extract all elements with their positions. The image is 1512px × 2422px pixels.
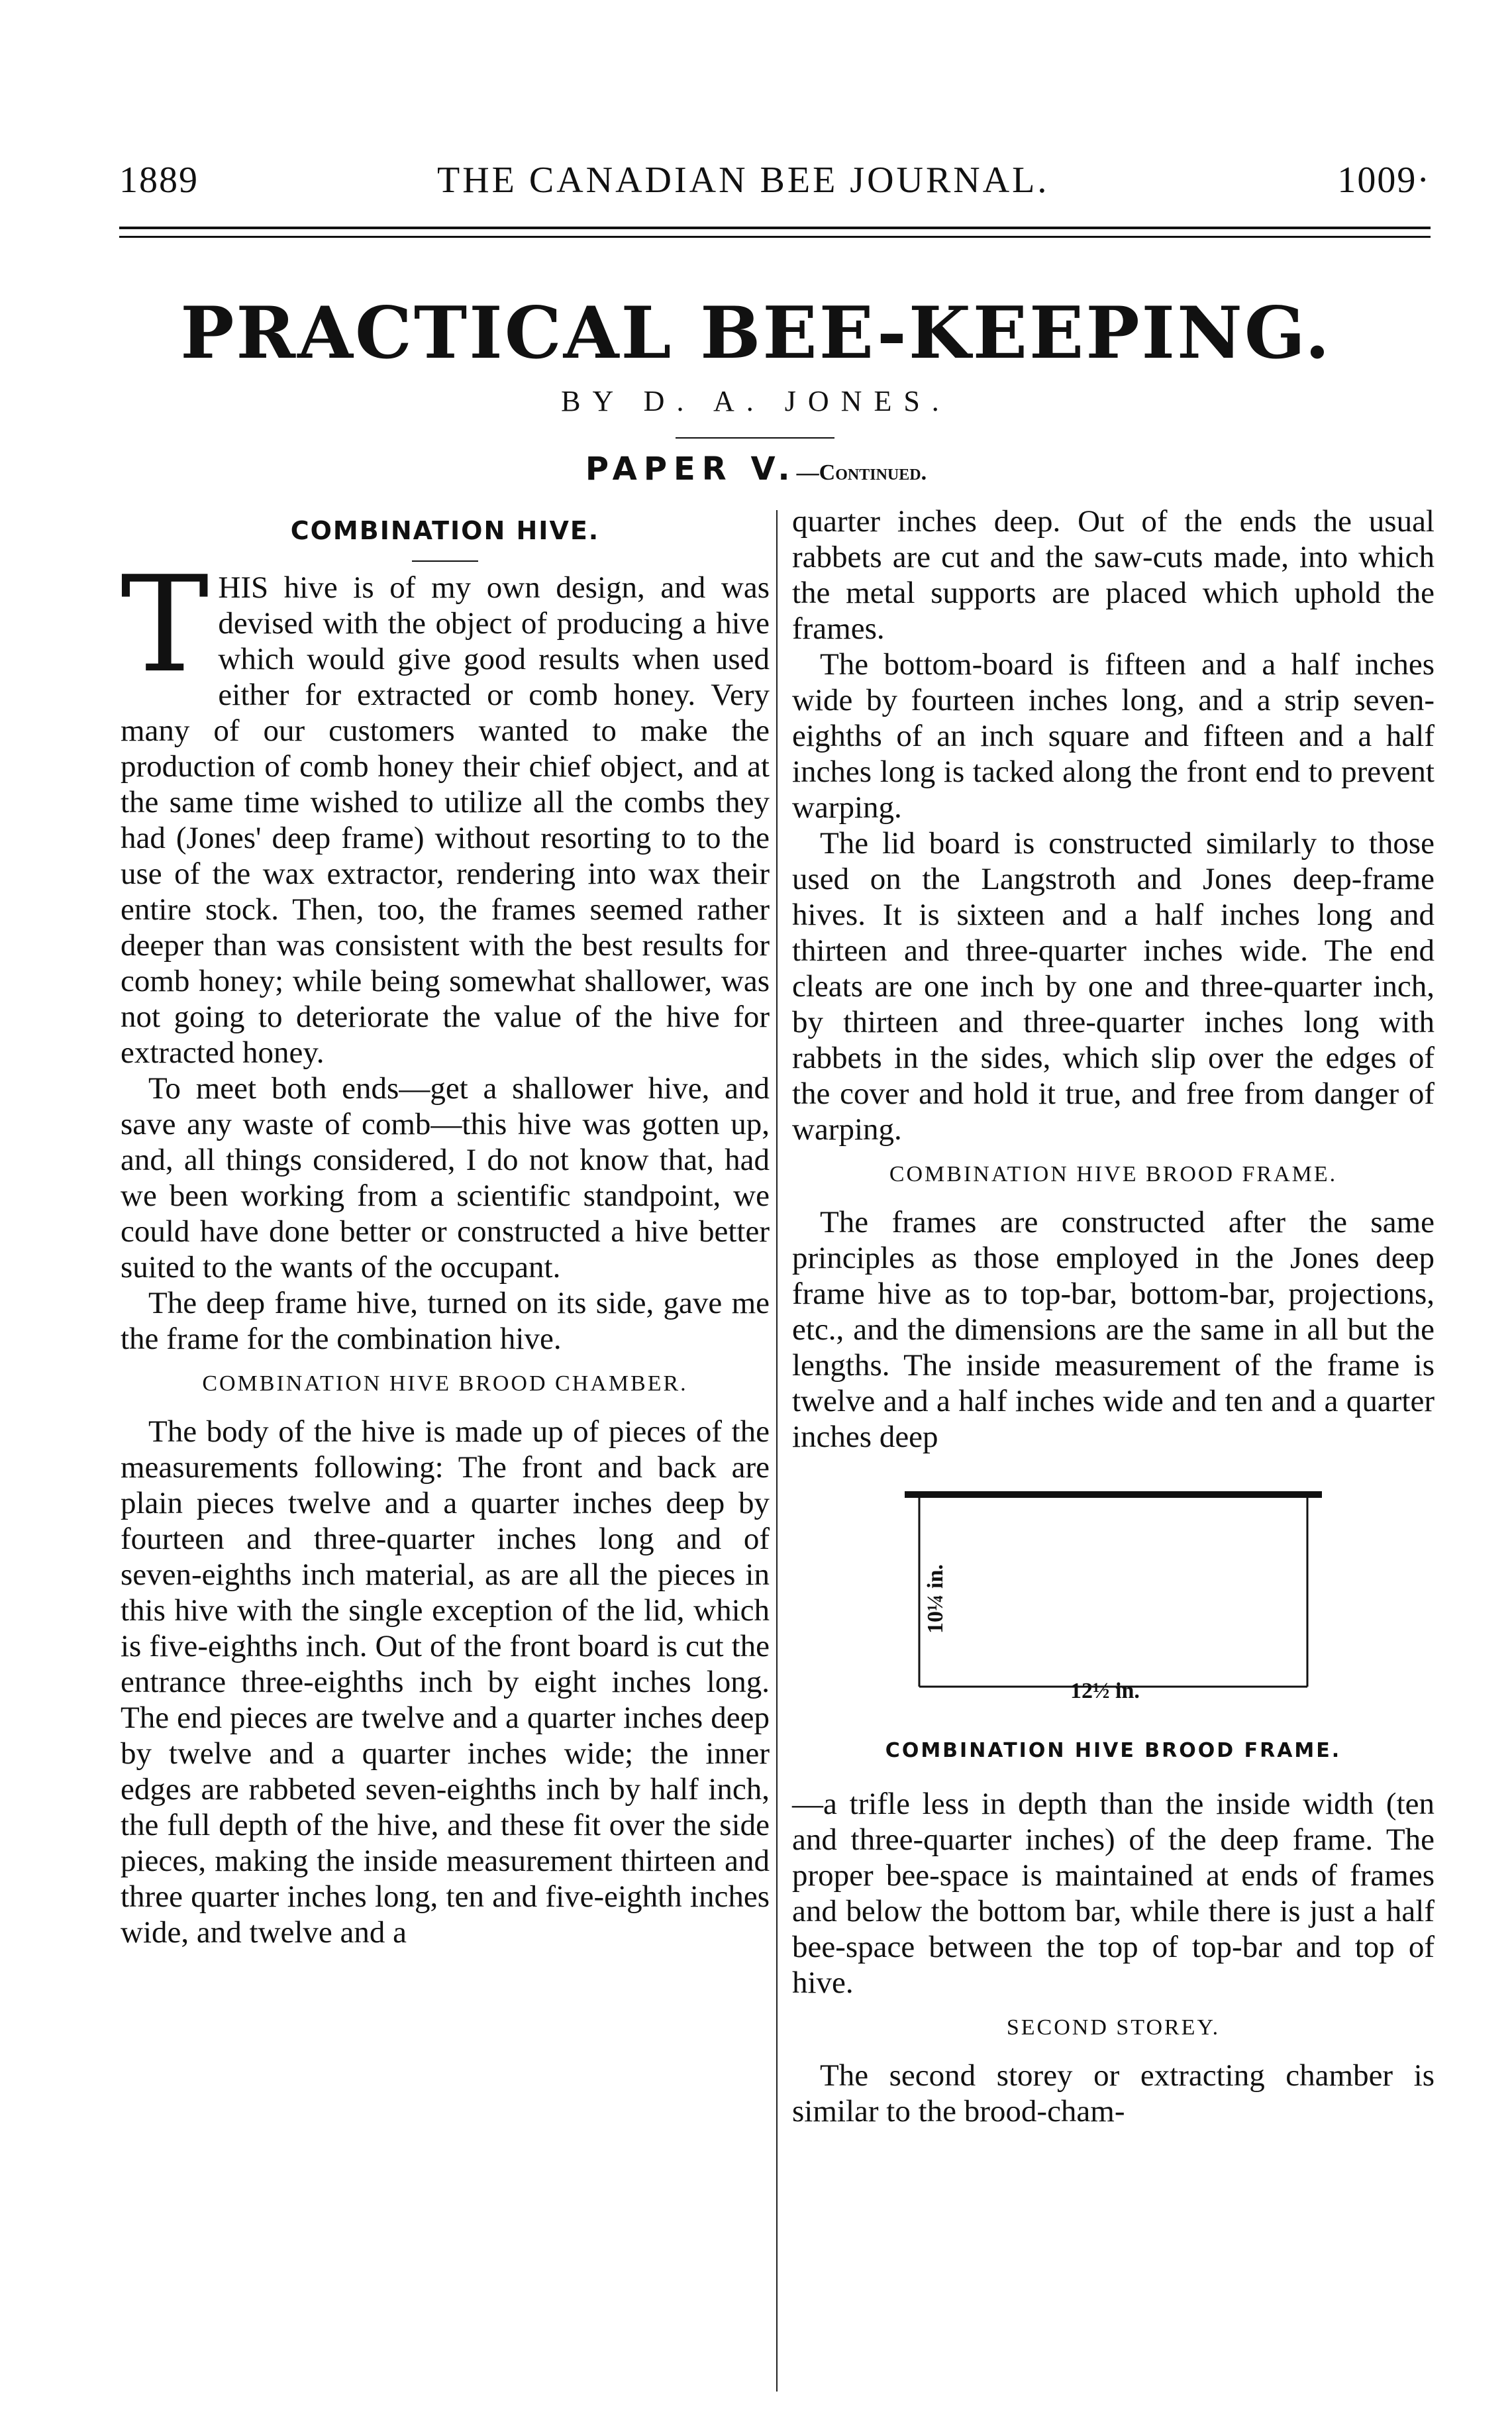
paragraph: The body of the hive is made up of pieces of the measurements following: The front and back are plain pieces twelve and a quarter inches deep by fourteen and three-quarter inches long and of seven-eighths inch material, as are all the pieces in this hive with the single exception of the lid, which is five-eighths inch. Out of the front board is cut the entrance three-eighths inch by eight inches long. The end pieces are twelve and a quarter inches deep by twelve and a quarter inches wide; the inner edges are rabbeted seven-eighths inch by half inch, the full depth of the hive, and these fit over the side pieces, making the inside measurement thirteen and three quarter inches long, ten and five-eighth inches wide, and twelve and a xyxy=(121,1414,770,1950)
paragraph: The lid board is constructed similarly to those used on the Langstroth and Jones deep-frame hives. It is sixteen and a half inches long and thirteen and three-quarter inches wide. The end cleats are one inch by one and three-quarter inch, by thirteen and three-quarter inches long with rabbets in the sides, which slip over the edges of the cover and hold it true, and free from danger of warping. xyxy=(792,826,1435,1147)
journal-title: THE CANADIAN BEE JOURNAL. xyxy=(437,160,1050,201)
paragraph: To meet both ends—get a shallower hive, and save any waste of comb—this hive was gotten up, and, all things considered, I do not know that, had we been working from a scientific standpoint, we could have done better or constructed a hive better suited to the wants of the occupant. xyxy=(121,1071,770,1285)
paper-line xyxy=(0,450,1512,488)
width-label: 12½ in. xyxy=(1070,1679,1140,1703)
heading-combination-hive: COMBINATION HIVE. xyxy=(290,516,600,545)
heading-second-storey: SECOND STOREY. xyxy=(1006,2015,1221,2040)
heading-brood-frame: COMBINATION HIVE BROOD FRAME. xyxy=(889,1162,1338,1186)
column-divider xyxy=(776,510,778,2392)
paragraph: The frames are constructed after the same principles as those employed in the Jones deep frame hive as to top-bar, bottom-bar, projections, etc., and the dimensions are the same in all but the lengths. The inside measurement of the frame is twelve and a half inches wide and ten and a quarter inches deep xyxy=(792,1205,1435,1454)
heading-rule xyxy=(412,560,478,562)
year: 1889 xyxy=(119,160,199,201)
article-title: PRACTICAL BEE-KEEPING. xyxy=(180,291,1332,375)
paragraph-text: HIS hive is of my own design, and was devised with the object of producing a hive which would give good results when used either for extracted or comb honey. Very many of our customers wanted to make the production of comb honey their chief object, and at the same time wished to utilize all the combs they had (Jones' deep frame) without resorting to to the use of the wax extractor, rendering into wax their entire stock. Then, too, the frames seemed rather deeper than was consistent with the best results for comb honey; while being somewhat shallower, was not going to deteriorate the value of the hive for extracted honey. xyxy=(121,570,770,1070)
header-rule-top xyxy=(119,227,1431,229)
heading-brood-chamber: COMBINATION HIVE BROOD CHAMBER. xyxy=(202,1371,688,1396)
paragraph: The second storey or extracting chamber is similar to the brood-cham- xyxy=(792,2058,1435,2129)
running-head xyxy=(119,159,1431,212)
brood-frame-figure xyxy=(792,1475,1435,1779)
paper-number: PAPER V. xyxy=(585,450,797,488)
paragraph: —a trifle less in depth than the inside width (ten and three-quarter inches) of the deep frame. The proper bee-space is maintained at ends of frames and below the bottom bar, while there is just a half bee-space between the top of top-bar and top of hive. xyxy=(792,1787,1435,2000)
figure-caption: COMBINATION HIVE BROOD FRAME. xyxy=(885,1739,1342,1762)
paragraph: The bottom-board is fifteen and a half inches wide by fourteen inches long, and a strip seven-eighths of an inch square and fifteen and a half inches long is tacked along the front end to prevent warping. xyxy=(792,647,1435,825)
byline: BY D. A. JONES. xyxy=(561,385,951,417)
left-column xyxy=(121,503,770,1950)
paragraph: The deep frame hive, turned on its side, gave me the frame for the combination hive. xyxy=(121,1286,770,1356)
depth-label: 10¼ in. xyxy=(923,1564,948,1634)
header-rule-bottom xyxy=(119,236,1431,238)
paragraph xyxy=(121,548,770,1071)
right-column xyxy=(792,503,1435,2129)
continued-label: —Continued. xyxy=(796,460,927,485)
page-number: 1009· xyxy=(1337,160,1431,201)
title-rule xyxy=(676,437,834,439)
paragraph: quarter inches deep. Out of the ends the usual rabbets are cut and the saw-cuts made, into which the metal supports are placed which uphold the frames. xyxy=(792,504,1435,646)
drop-cap: T xyxy=(121,548,209,702)
